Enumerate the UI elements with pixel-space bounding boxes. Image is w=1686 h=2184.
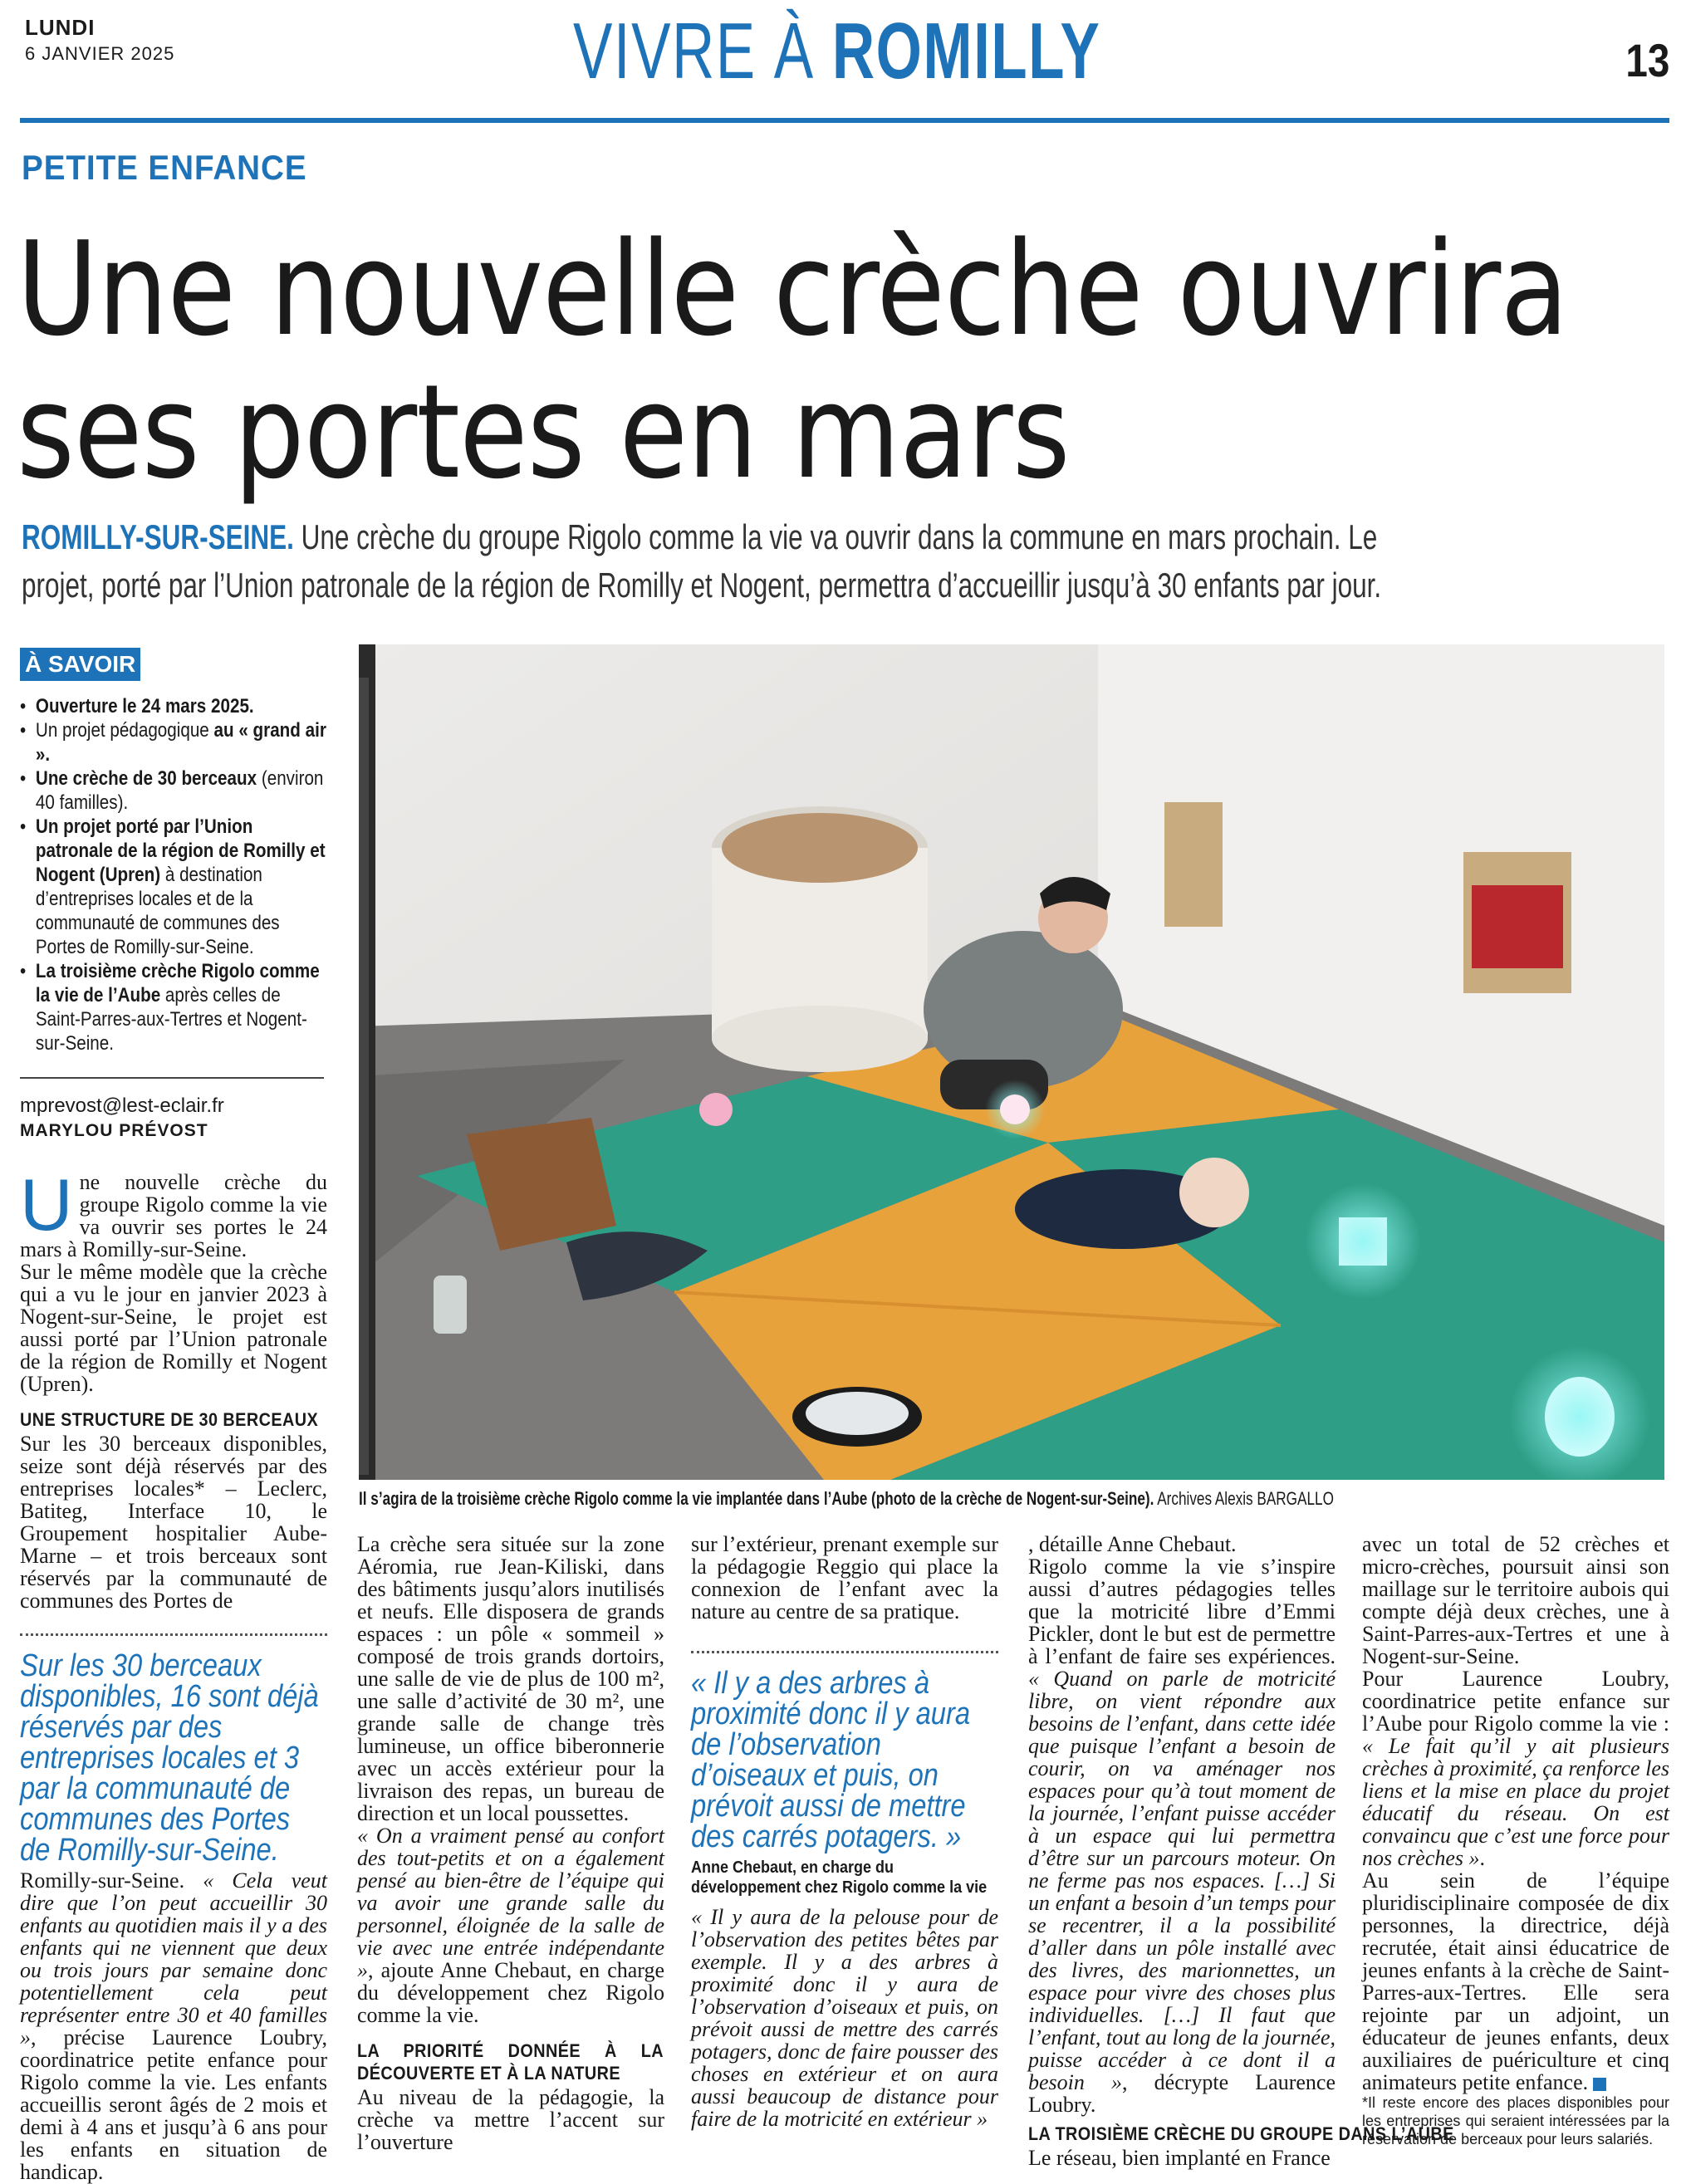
- article-photo: [359, 644, 1664, 1480]
- body-column-5: [1362, 1533, 1669, 2148]
- subheading: UNE STRUCTURE DE 30 BERCEAUX: [20, 1409, 319, 1430]
- footnote: *Il reste encore des places disponibles pour les entreprises qui seraient intéressées par la réservation de berceaux pour leurs salariés.: [1362, 2094, 1669, 2147]
- photo-illustration: [359, 644, 1664, 1480]
- asavoir-item-text: (environ 40 familles).: [35, 767, 324, 814]
- author-name: MARYLOU PRÉVOST: [20, 1121, 208, 1140]
- text: , précise Laurence Loubry, coordinatrice petite enfance pour Rigolo comme la vie. Les enfants accueillis seront âgés de 2 mois et demi à 4 ans et jusqu’à 6 ans pour les enfants en situation de handicap.: [20, 2025, 327, 2184]
- asavoir-item-bold: Ouverture le 24 mars 2025.: [35, 695, 254, 717]
- quote-text: « Quand on parle de motricité libre, on vient répondre aux besoins de l’enfant, dans cette idée que puisque l’enfant a besoin de courir, on va aménager nos espaces pour qu’à tout moment de la journée, l’enfant puisse accéder à un espace qui lui permettra d’être sur un parcours moteur. On ne ferme pas nos espaces. […] Si un enfant a besoin d’un temps pour se recentrer, il a la possibilité d’aller dans un pôle installé avec des livres, des marionnettes, un espace pour vivre des choses plus individuelles. […] Il faut que l’enfant, tout au long de la journée, puisse accéder à ce dont il a besoin »: [1028, 1667, 1336, 2094]
- text: Au sein de l’équipe pluridisciplinaire composée de dix personnes, la directrice, déjà recrutée, était ainsi éducatrice de jeunes enfants à la crèche de Saint-Parres-aux-Tertres. Elle sera rejointe par un adjoint, un éducateur de jeunes enfants, deux auxiliaires de puériculture et cinq animateurs petite enfance.: [1362, 1868, 1669, 2094]
- text: .: [1479, 1846, 1486, 1870]
- section-rubric: [573, 7, 1101, 95]
- asavoir-item-bold: au « grand air ».: [35, 719, 326, 766]
- dropcap: U: [20, 1163, 73, 1246]
- chapo: [22, 513, 1392, 610]
- headline-line-2: ses portes en mars: [17, 356, 1070, 507]
- asavoir-item-text: Un projet pédagogique: [35, 719, 214, 742]
- quote-text: « On a vraiment pensé au confort des tout-petits et on a également pensé au bien-être de l’équipe qui va avoir une grande salle du personnel, éloignée de la salle de vie avec une entrée indépendante »: [357, 1824, 664, 1982]
- paragraph: La crèche sera située sur la zone Aéromia, rue Jean-Kiliski, dans des bâtiments jusqu’alors inutilisés et neufs. Elle disposera de grands espaces : un pôle « sommeil » composé de trois grands dortoirs, une salle de vie de plus de 100 m², une salle d’activité de 30 m², une grande salle de change très lumineuse, un office biberonnerie avec un accès extérieur pour la livraison des repas, un bureau de direction et un local poussettes.: [357, 1532, 664, 1825]
- asavoir-item: [20, 815, 327, 959]
- quote-text: « Il y aura de la pelouse pour de l’observation des petites bêtes par exemple. Il y a des arbres à proximité donc il y aura de l’observation d’oiseaux et puis, on prévoit aussi de mettre des carrés potagers, donc de faire pousser des choses en extérieur et on aura aussi beaucoup de distance pour faire de la motricité en extérieur »: [691, 1905, 998, 2131]
- asavoir-item-text: après celles de Saint-Parres-aux-Tertres et Nogent-sur-Seine.: [35, 984, 307, 1055]
- paragraph: Sur les 30 berceaux disponibles, seize sont déjà réservés par des entreprises locales* – Leclerc, Batiteg, Interface 10, le Groupement hospitalier Aube-Marne – et trois berceaux sont réservés par la communauté de communes des Portes de: [20, 1432, 327, 1613]
- chapo-text: Une crèche du groupe Rigolo comme la vie va ouvrir dans la commune en mars prochain. Le projet, porté par l’Union patronale de la région de Romilly et Nogent, permettra d’accueillir jusqu’à 30 enfants par jour.: [22, 517, 1382, 605]
- pullquote: Sur les 30 berceaux disponibles, 16 sont déjà réservés par des entreprises locales et 3 par la communauté de communes des Portes de Romilly-sur-Seine.: [20, 1648, 319, 1868]
- author-email[interactable]: mprevost@lest-eclair.fr: [20, 1094, 224, 1117]
- intro-text: ne nouvelle crèche du groupe Rigolo comme la vie va ouvrir ses portes le 24 mars à Romilly-sur-Seine.: [20, 1170, 327, 1261]
- paragraph: Sur le même modèle que la crèche qui a vu le jour en janvier 2023 à Nogent-sur-Seine, le projet est aussi porté par l’Union patronale de la région de Romilly et Nogent (Upren).: [20, 1260, 327, 1396]
- body-column-3: [691, 1533, 998, 2130]
- text: , ajoute Anne Chebaut, en charge du développement chez Rigolo comme la vie.: [357, 1958, 664, 2027]
- asavoir-item: [20, 718, 327, 766]
- pullquote-source: Anne Chebaut, en charge du développement chez Rigolo comme la vie: [691, 1858, 988, 1897]
- pullquote: « Il y a des arbres à proximité donc il y aura de l’observation d’oiseaux et puis, on prévoit aussi de mettre des carrés potagers. »: [691, 1666, 971, 1854]
- text: Pour Laurence Loubry, coordinatrice petite enfance sur l’Aube pour Rigolo comme la vie :: [1362, 1667, 1669, 1736]
- quote-text: « Cela veut dire que l’on peut accueillir 30 enfants au quotidien mais il y a des enfants qui ne viennent que deux ou trois jours par semaine donc potentiellement cela peut représenter entre 30 et 40 familles »: [20, 1868, 327, 2049]
- rubric-light: VIVRE À: [573, 7, 815, 95]
- paragraph: [1362, 1869, 1669, 2093]
- headline: [17, 213, 1568, 507]
- asavoir-list: [20, 694, 327, 1055]
- kicker: PETITE ENFANCE: [22, 148, 307, 187]
- subheading: LA PRIORITÉ DONNÉE À LA DÉCOUVERTE ET À LA NATURE: [357, 2040, 664, 2084]
- page-number: 13: [1625, 34, 1669, 86]
- paragraph: [20, 1869, 327, 2183]
- paragraph: Le réseau, bien implanté en France: [1028, 2146, 1331, 2170]
- headline-line-1: Une nouvelle crèche ouvrira: [17, 213, 1568, 365]
- subheading: LA TROISIÈME CRÈCHE DU GROUPE DANS L’AUBE: [1028, 2123, 1454, 2144]
- photo-caption: [359, 1488, 1460, 1510]
- asavoir-item: [20, 694, 327, 718]
- paragraph: , détaille Anne Chebaut.: [1028, 1532, 1237, 1556]
- paragraph: [1362, 1667, 1669, 1869]
- paragraph: [1028, 1555, 1336, 2116]
- paragraph: avec un total de 52 crèches et micro-crèches, poursuit ainsi son maillage sur le territoire aubois qui compte déjà deux crèches, une à Saint-Parres-aux-Tertres et une à Nogent-sur-Seine.: [1362, 1532, 1669, 1668]
- text: Rigolo comme la vie s’inspire aussi d’autres pédagogies telles que la motricité libre d’Emmi Pickler, dont le but est de permettre à l’enfant de faire ses expériences.: [1028, 1555, 1336, 1668]
- asavoir-tag: À SAVOIR: [20, 648, 140, 681]
- body-column-2: [357, 1533, 664, 2153]
- body-column-1: [20, 1163, 327, 2184]
- pullquote-divider: [691, 1651, 998, 1653]
- header-date: 6 JANVIER 2025: [25, 43, 175, 64]
- text: , décrypte Laurence Loubry.: [1028, 2070, 1336, 2117]
- caption-credit: Archives Alexis BARGALLO: [1157, 1488, 1334, 1509]
- text: Romilly-sur-Seine.: [20, 1868, 203, 1893]
- body-column-4: [1028, 1532, 1454, 2170]
- asavoir-item-text: à destination d’entreprises locales et de la communauté de communes des Portes de Romilly-sur-Seine.: [35, 864, 280, 958]
- paragraph: [691, 1906, 998, 2130]
- sidebar-divider: [20, 1077, 324, 1079]
- asavoir-item-bold: Une crèche de 30 berceaux: [35, 767, 257, 790]
- header-rule: [20, 118, 1669, 123]
- paragraph: [357, 1824, 664, 2026]
- asavoir-item-bold: Un projet porté par l’Union patronale de la région de Romilly et Nogent (Upren): [35, 815, 326, 886]
- paragraph: Au niveau de la pédagogie, la crèche va mettre l’accent sur l’ouverture: [357, 2085, 664, 2154]
- asavoir-item: [20, 766, 327, 815]
- rubric-bold: ROMILLY: [831, 7, 1101, 95]
- quote-text: « Le fait qu’il y ait plusieurs crèches à proximité, ça renforce les liens et la mise en place du projet éducatif du réseau. On est convaincu que c’est une force pour nos crèches »: [1362, 1734, 1669, 1870]
- chapo-location: ROMILLY-SUR-SEINE.: [22, 517, 294, 556]
- end-mark-icon: [1593, 2078, 1606, 2091]
- header-day: LUNDI: [25, 15, 96, 40]
- pullquote-divider: [20, 1633, 327, 1636]
- asavoir-item: [20, 959, 327, 1055]
- asavoir-item-bold: La troisième crèche Rigolo comme la vie de l’Aube: [35, 960, 320, 1006]
- paragraph: sur l’extérieur, prenant exemple sur la pédagogie Reggio qui place la connexion de l’enfant avec la nature au centre de sa pratique.: [691, 1532, 998, 1623]
- caption-main: Il s’agira de la troisième crèche Rigolo comme la vie implantée dans l’Aube (photo de la crèche de Nogent-sur-Seine).: [359, 1488, 1154, 1509]
- intro-paragraph: [20, 1163, 327, 1261]
